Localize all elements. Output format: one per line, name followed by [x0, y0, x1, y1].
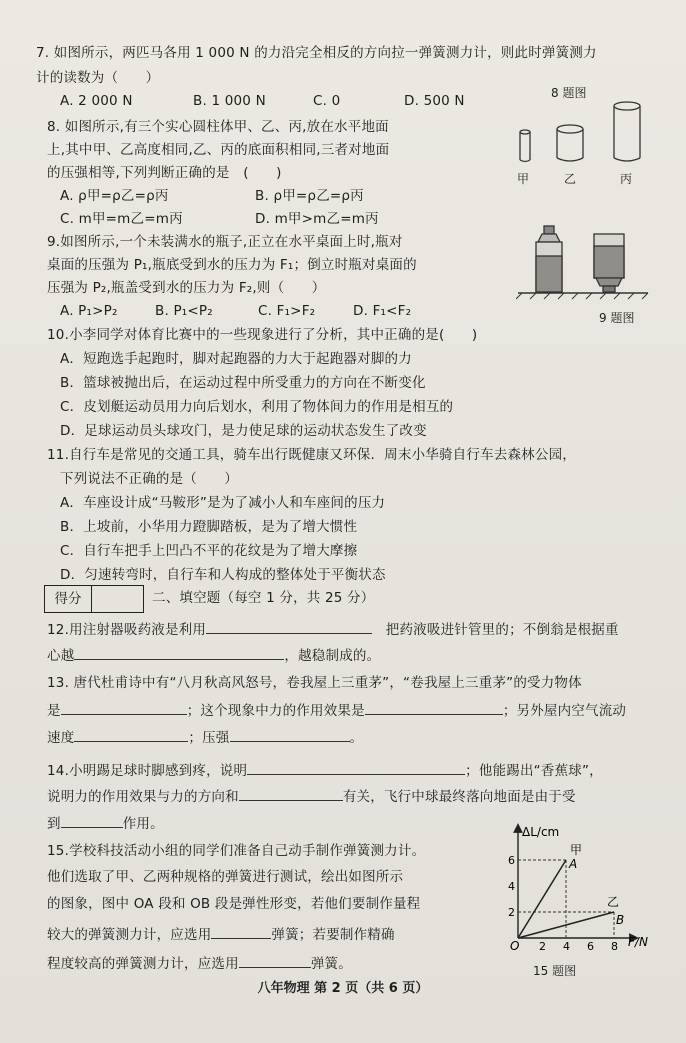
section2-title: 二、填空题（每空 1 分，共 25 分）	[152, 590, 375, 606]
q13-line1: 13. 唐代杜甫诗中有“八月秋高风怒号，卷我屋上三重茅”，“卷我屋上三重茅”的受力物体	[47, 675, 582, 691]
fig8-label-bing: 丙	[620, 172, 633, 186]
q14-text-1: 14.小明踢足球时脚感到疼，说明	[47, 763, 248, 779]
fig9-bottles	[516, 222, 651, 302]
score-label: 得分	[45, 586, 92, 612]
fig15-graph	[498, 822, 668, 956]
fig8-label-jia: 甲	[517, 172, 530, 186]
q13-blank-3[interactable]	[74, 727, 188, 742]
q8-option-b: B. ρ甲=ρ乙=ρ丙	[255, 188, 364, 204]
q11-option-d: D．匀速转弯时，自行车和人构成的整体处于平衡状态	[60, 567, 386, 583]
fig15-caption: 15 题图	[533, 964, 577, 978]
q14-line3	[47, 813, 164, 833]
q15-line3: 的图象，图中 OA 段和 OB 段是弹性形变，若他们要制作量程	[47, 896, 421, 912]
ytick-6: 6	[508, 854, 515, 867]
q14-text-5: 到	[47, 816, 61, 832]
q14-blank-2[interactable]	[239, 786, 343, 801]
q15-text-5b: 弹簧。	[310, 956, 352, 972]
q13-text-2: 是	[47, 703, 61, 719]
page-footer: 八年物理 第 2 页（共 6 页）	[257, 981, 429, 996]
graph-origin: O	[510, 939, 520, 953]
q13-text-4: ；另外屋内空气流动	[502, 703, 627, 719]
q9-option-c: C. F₁>F₂	[258, 303, 316, 319]
q13-line2	[47, 700, 626, 720]
q15-text-4a: 较大的弹簧测力计，应选用	[47, 927, 212, 943]
xtick-4: 4	[563, 940, 570, 953]
graph-xlabel: F/N	[628, 935, 648, 949]
q14-blank-1[interactable]	[247, 760, 465, 775]
q13-text-7: 。	[349, 730, 364, 746]
q9-option-a: A. P₁>P₂	[60, 303, 118, 319]
q7-option-a: A. 2 000 N	[60, 93, 133, 109]
q15-line5	[47, 953, 352, 973]
fig9-caption: 9 题图	[599, 311, 635, 325]
q10-option-a: A．短跑选手起跑时，脚对起跑器的力大于起跑器对脚的力	[60, 351, 412, 367]
xtick-6: 6	[587, 940, 594, 953]
q13-text-6: ；压强	[188, 730, 230, 746]
q7-line1: 7. 如图所示，两匹马各用 1 000 N 的力沿完全相反的方向拉一弹簧测力计，则此时弹簧测力	[36, 45, 597, 61]
q7-option-b: B. 1 000 N	[193, 93, 266, 109]
q9-line1: 9.如图所示,一个未装满水的瓶子,正立在水平桌面上时,瓶对	[47, 234, 403, 250]
q13-blank-1[interactable]	[61, 700, 187, 715]
q12-text-3: 心越	[47, 648, 75, 664]
xtick-8: 8	[611, 940, 618, 953]
q13-blank-2[interactable]	[365, 700, 503, 715]
q8-option-c: C. m甲=m乙=m丙	[60, 211, 183, 227]
q12-text-2: 把药液吸进针管里的；不倒翁是根据重	[385, 622, 619, 638]
fig8-label-yi: 乙	[564, 172, 577, 186]
label-yi: 乙	[607, 895, 620, 909]
q9-option-d: D. F₁<F₂	[353, 303, 412, 319]
q7-option-d: D. 500 N	[404, 93, 465, 109]
ytick-4: 4	[508, 880, 515, 893]
q13-line3	[47, 727, 363, 747]
q10-line1: 10.小李同学对体育比赛中的一些现象进行了分析，其中正确的是( )	[47, 327, 478, 343]
q7-option-c: C. 0	[313, 93, 341, 109]
point-b: B	[616, 913, 625, 927]
q15-text-4b: 弹簧；若要制作精确	[271, 927, 395, 943]
q9-line3: 压强为 P₂,瓶盖受到水的压力为 F₂,则（ ）	[47, 280, 326, 296]
fig8-cylinders	[508, 94, 658, 184]
q11-line1: 11.自行车是常见的交通工具，骑车出行既健康又环保．周末小华骑自行车去森林公园，	[47, 447, 576, 463]
q14-line2	[47, 786, 576, 806]
q15-blank-1[interactable]	[211, 924, 271, 939]
q14-text-3: 说明力的作用效果与力的方向和	[47, 789, 239, 805]
q12-text-1: 12.用注射器吸药液是利用	[47, 622, 207, 638]
q12-text-4: ，越稳制成的。	[284, 648, 381, 664]
q9-line2: 桌面的压强为 P₁,瓶底受到水的压力为 F₁；倒立时瓶对桌面的	[47, 257, 417, 273]
q10-option-d: D．足球运动员头球攻门，是力使足球的运动状态发生了改变	[60, 423, 427, 439]
q14-text-4: 有关，飞行中球最终落向地面是由于受	[342, 789, 576, 805]
score-cell	[92, 586, 143, 612]
q12-line1	[47, 619, 619, 639]
q7-line2: 计的读数为（ ）	[36, 70, 160, 86]
q14-line1	[47, 760, 603, 780]
q11-option-b: B．上坡前，小华用力蹬脚踏板，是为了增大惯性	[60, 519, 358, 535]
q15-line4	[47, 924, 395, 944]
q9-option-b: B. P₁<P₂	[155, 303, 213, 319]
q12-line2	[47, 645, 380, 665]
ytick-2: 2	[508, 906, 515, 919]
q12-blank-1[interactable]	[206, 619, 372, 634]
q11-line2: 下列说法不正确的是（ ）	[60, 471, 239, 487]
q11-option-a: A．车座设计成“马鞍形”是为了减小人和车座间的压力	[60, 495, 386, 511]
q15-text-5a: 程度较高的弹簧测力计，应选用	[47, 956, 239, 972]
q10-option-b: B．篮球被抛出后，在运动过程中所受重力的方向在不断变化	[60, 375, 426, 391]
fig8-caption: 8 题图	[551, 86, 587, 100]
q11-option-c: C．自行车把手上凹凸不平的花纹是为了增大摩擦	[60, 543, 358, 559]
point-a: A	[569, 857, 578, 871]
q14-text-6: 作用。	[122, 816, 164, 832]
label-jia: 甲	[570, 843, 583, 857]
q13-blank-4[interactable]	[230, 727, 350, 742]
q15-blank-2[interactable]	[239, 953, 311, 968]
graph-ylabel: ΔL/cm	[522, 825, 560, 839]
q14-blank-3[interactable]	[61, 813, 123, 828]
q15-line2: 他们选取了甲、乙两种规格的弹簧进行测试，绘出如图所示	[47, 869, 404, 885]
q8-line1: 8. 如图所示,有三个实心圆柱体甲、乙、丙,放在水平地面	[47, 119, 389, 135]
q12-blank-2[interactable]	[74, 645, 284, 660]
q15-line1: 15.学校科技活动小组的同学们准备自己动手制作弹簧测力计。	[47, 843, 426, 859]
score-box	[44, 585, 144, 613]
q10-option-c: C．皮划艇运动员用力向后划水，利用了物体间力的作用是相互的	[60, 399, 454, 415]
q8-option-a: A. ρ甲=ρ乙=ρ丙	[60, 188, 169, 204]
q13-text-5: 速度	[47, 730, 75, 746]
xtick-2: 2	[539, 940, 546, 953]
q8-line3: 的压强相等,下列判断正确的是 ( )	[47, 165, 282, 181]
q8-option-d: D. m甲>m乙=m丙	[255, 211, 379, 227]
q13-text-3: ；这个现象中力的作用效果是	[186, 703, 365, 719]
q14-text-2: ；他能踢出“香蕉球”，	[465, 763, 603, 779]
q8-line2: 上,其中甲、乙高度相同,乙、丙的底面积相同,三者对地面	[47, 142, 390, 158]
